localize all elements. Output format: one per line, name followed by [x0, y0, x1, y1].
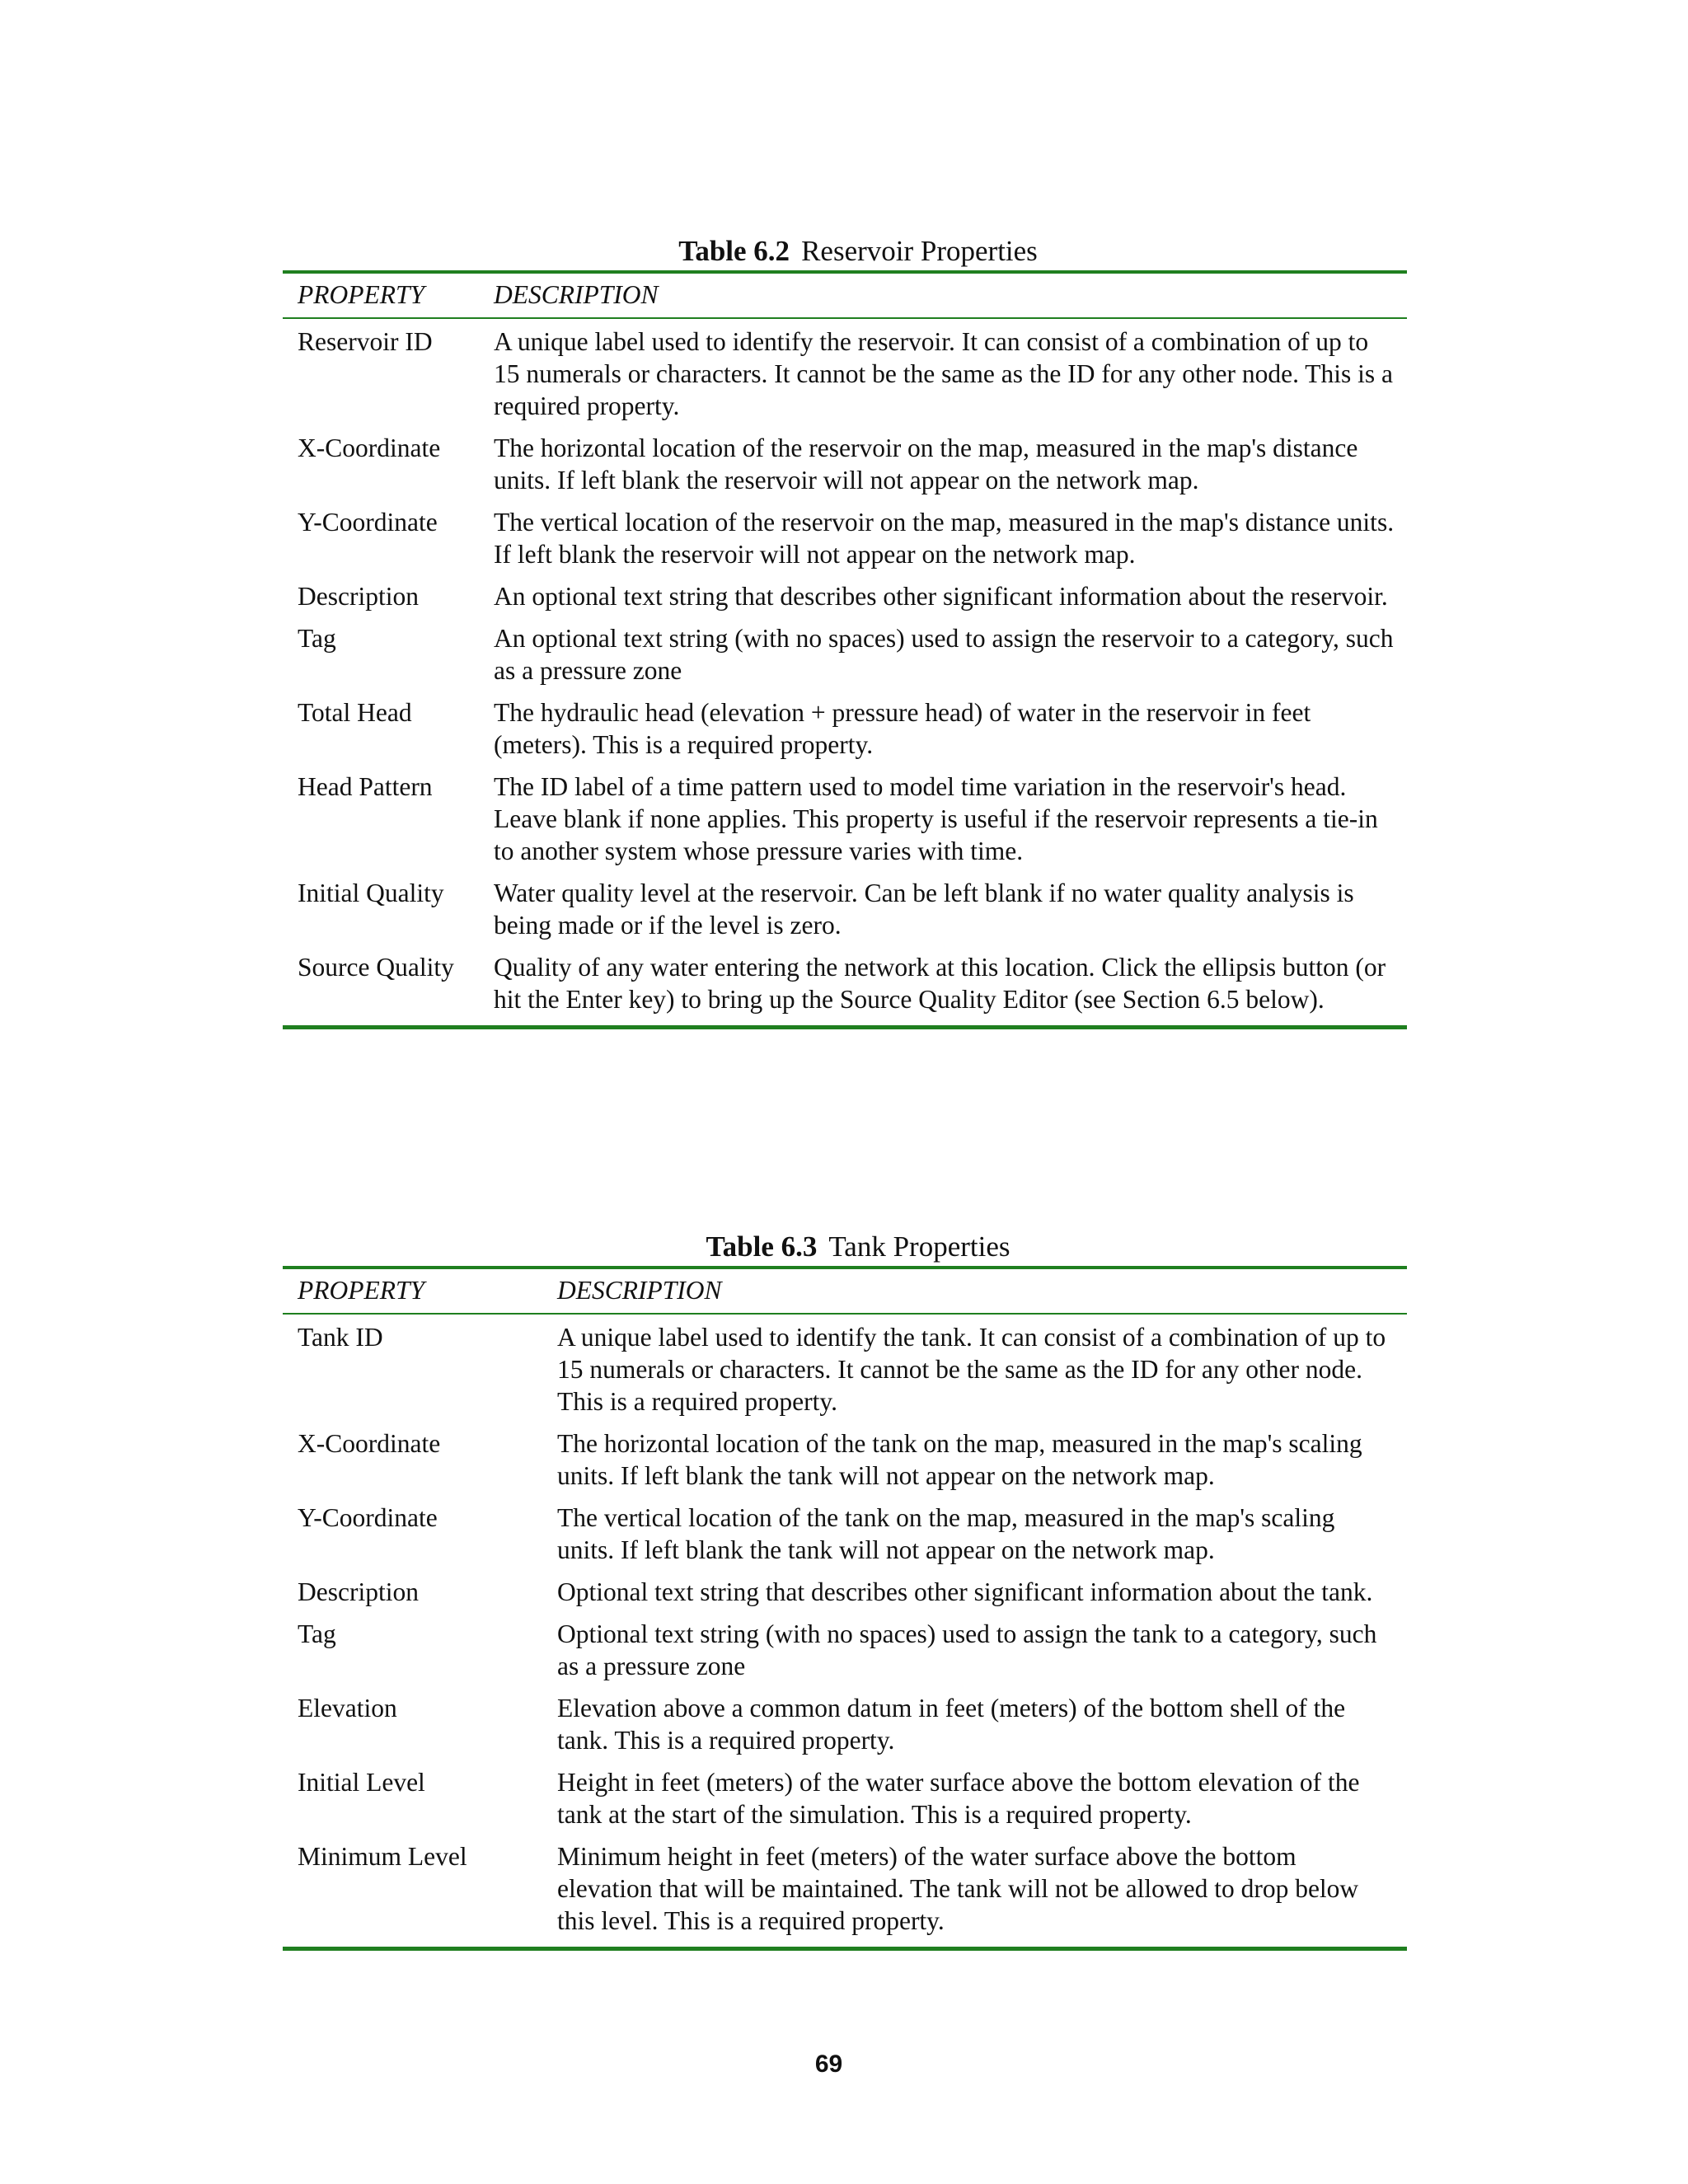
table-bottom-rule: [283, 1947, 1407, 1951]
description-cell: Elevation above a common datum in feet (meters) of the bottom shell of the tank. This is a required property.: [557, 1694, 1346, 1755]
property-cell: Initial Quality: [298, 879, 444, 907]
table-caption: [309, 1228, 1407, 1266]
property-cell: Tank ID: [298, 1323, 383, 1352]
header-description: DESCRIPTION: [494, 280, 659, 309]
property-cell: Minimum Level: [298, 1842, 467, 1871]
table-row: [283, 432, 1407, 506]
table-row: [283, 1576, 1407, 1618]
description-cell: The vertical location of the reservoir on the map, measured in the map's distance units. If left blank the reservoir will not appear on the network map.: [494, 508, 1395, 569]
description-cell: An optional text string that describes other significant information about the reservoir.: [494, 582, 1388, 611]
table-row: [283, 1692, 1407, 1766]
property-cell: Y-Coordinate: [298, 508, 438, 537]
property-cell: Description: [298, 582, 419, 611]
description-cell: Water quality level at the reservoir. Can be left blank if no water quality analysis is being made or if the level is zero.: [494, 879, 1354, 940]
table-row: [283, 1840, 1407, 1947]
table-caption: [309, 232, 1407, 270]
table-caption-number: Table 6.3: [706, 1230, 818, 1263]
header-property: PROPERTY: [298, 1276, 424, 1305]
property-cell: X-Coordinate: [298, 1429, 441, 1458]
description-cell: A unique label used to identify the tank. It can consist of a combination of up to 15 numerals or characters. It cannot be the same as the ID for any other node. This is a required property.: [557, 1323, 1386, 1416]
description-cell: Minimum height in feet (meters) of the water surface above the bottom elevation that will be maintained. The tank will not be allowed to drop below this level. This is a required property.: [557, 1842, 1359, 1935]
property-cell: Source Quality: [298, 953, 454, 982]
table-row: [283, 622, 1407, 696]
page-number: 69: [814, 2050, 843, 2078]
property-cell: Tag: [298, 624, 336, 653]
description-cell: Optional text string that describes other significant information about the tank.: [557, 1577, 1373, 1606]
table-bottom-rule: [283, 1025, 1407, 1029]
description-cell: An optional text string (with no spaces) used to assign the reservoir to a category, such as a pressure zone: [494, 624, 1394, 685]
reservoir-properties-table: [283, 232, 1407, 1029]
property-cell: Elevation: [298, 1694, 397, 1722]
table-row: [283, 1766, 1407, 1840]
table-header-row: [283, 1269, 1407, 1313]
header-property: PROPERTY: [298, 280, 424, 309]
table-row: [283, 506, 1407, 580]
property-cell: Tag: [298, 1619, 336, 1648]
property-cell: Total Head: [298, 698, 412, 727]
description-cell: Optional text string (with no spaces) used to assign the tank to a category, such as a pressure zone: [557, 1619, 1377, 1680]
table-caption-title: Reservoir Properties: [801, 235, 1038, 267]
table-body: [283, 319, 1407, 1025]
table-row: [283, 877, 1407, 951]
property-cell: Reservoir ID: [298, 327, 433, 356]
description-cell: The horizontal location of the reservoir on the map, measured in the map's distance units. If left blank the reservoir will not appear on the network map.: [494, 434, 1358, 494]
table-row: [283, 771, 1407, 877]
table-row: [283, 1502, 1407, 1576]
property-cell: Initial Level: [298, 1768, 425, 1797]
table-caption-title: Tank Properties: [828, 1230, 1010, 1263]
table-row: [283, 1321, 1407, 1427]
table-row: [283, 696, 1407, 771]
description-cell: Height in feet (meters) of the water surface above the bottom elevation of the tank at the start of the simulation. This is a required property.: [557, 1768, 1360, 1829]
header-description: DESCRIPTION: [557, 1276, 722, 1305]
description-cell: The ID label of a time pattern used to model time variation in the reservoir's head. Leave blank if none applies. This property is useful if the reservoir represents a tie-in to another system whose pressure varies with time.: [494, 772, 1378, 865]
table-row: [283, 580, 1407, 622]
property-cell: Head Pattern: [298, 772, 433, 801]
table-row: [283, 326, 1407, 432]
table-body: [283, 1315, 1407, 1947]
description-cell: The vertical location of the tank on the map, measured in the map's scaling units. If left blank the tank will not appear on the network map.: [557, 1503, 1335, 1564]
tank-properties-table: [283, 1228, 1407, 1951]
property-cell: X-Coordinate: [298, 434, 441, 462]
description-cell: A unique label used to identify the reservoir. It can consist of a combination of up to 15 numerals or characters. It cannot be the same as the ID for any other node. This is a required property.: [494, 327, 1394, 420]
table-row: [283, 951, 1407, 1025]
table-row: [283, 1427, 1407, 1502]
table-caption-number: Table 6.2: [678, 235, 790, 267]
property-cell: Y-Coordinate: [298, 1503, 438, 1532]
property-cell: Description: [298, 1577, 419, 1606]
description-cell: The hydraulic head (elevation + pressure head) of water in the reservoir in feet (meters). This is a required property.: [494, 698, 1311, 759]
table-row: [283, 1618, 1407, 1692]
description-cell: The horizontal location of the tank on the map, measured in the map's scaling units. If left blank the tank will not appear on the network map.: [557, 1429, 1362, 1490]
table-header-row: [283, 274, 1407, 317]
description-cell: Quality of any water entering the network at this location. Click the ellipsis button (or hit the Enter key) to bring up the Source Quality Editor (see Section 6.5 below).: [494, 953, 1386, 1014]
